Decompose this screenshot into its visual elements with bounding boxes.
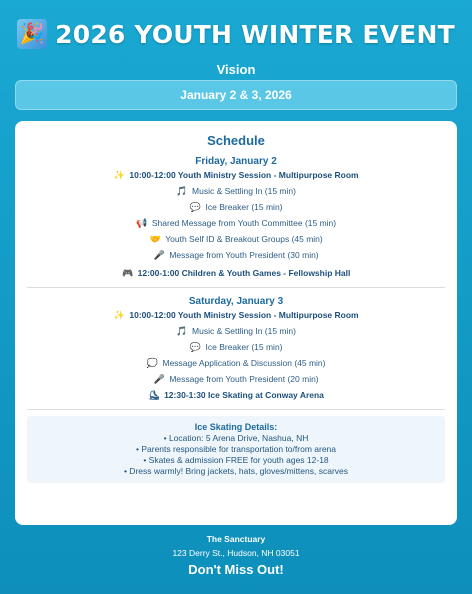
- details-item: • Skates & admission FREE for youth ages 12-18: [143, 455, 329, 465]
- venue-name: The Sanctuary: [206, 534, 266, 544]
- day2-schedule-list: [27, 307, 445, 387]
- details-item: • Dress warmly! Bring jackets, hats, gloves/mittens, scarves: [123, 466, 349, 476]
- speech-bubble-icon: 💬: [189, 341, 202, 352]
- handshake-icon: 🤝: [149, 233, 161, 244]
- schedule-item: [27, 215, 445, 231]
- schedule-item-text: Music & Settling In (15 min): [192, 186, 296, 196]
- thought-bubble-icon: 💭: [146, 357, 159, 368]
- schedule-item-text: 12:00-1:00 Children & Youth Games - Fellowship Hall: [137, 268, 351, 278]
- music-note-icon: 🎵: [176, 325, 188, 336]
- schedule-item-text: Ice Breaker (15 min): [205, 202, 283, 212]
- schedule-item: [27, 231, 445, 247]
- page-subtitle: Vision: [216, 62, 256, 77]
- schedule-item: [27, 199, 445, 215]
- call-to-action: Don't Miss Out!: [188, 562, 284, 577]
- megaphone-icon: 📢: [136, 217, 148, 228]
- details-title: Ice Skating Details:: [194, 422, 278, 432]
- day-title-friday: Friday, January 2: [195, 156, 277, 167]
- microphone-icon: 🎤: [153, 373, 165, 384]
- details-item: • Parents responsible for transportation to/from arena: [136, 444, 336, 454]
- schedule-item: [27, 323, 445, 339]
- schedule-item: [27, 167, 445, 183]
- music-note-icon: 🎵: [176, 185, 188, 196]
- party-popper-icon: 🎉: [17, 19, 47, 49]
- schedule-item-text: 12:30-1:30 Ice Skating at Conway Arena: [164, 390, 324, 400]
- schedule-item: [27, 355, 445, 371]
- schedule-item: [27, 247, 445, 263]
- section-divider: [27, 409, 445, 410]
- schedule-item-text: Message from Youth President (30 min): [169, 250, 319, 260]
- ice-skating-details: [27, 416, 445, 483]
- schedule-item-text: 10:00-12:00 Youth Ministry Session - Multipurpose Room: [129, 310, 359, 320]
- schedule-item: [27, 339, 445, 355]
- schedule-title: Schedule: [207, 133, 265, 148]
- day1-schedule-list: [27, 167, 445, 263]
- schedule-item-text: Shared Message from Youth Committee (15 min): [151, 218, 337, 228]
- schedule-item: [27, 183, 445, 199]
- schedule-item-ice-skating: [27, 387, 445, 403]
- title-row: [0, 14, 472, 54]
- sparkles-icon: ✨: [113, 169, 125, 180]
- schedule-item-text: Music & Settling In (15 min): [192, 326, 296, 336]
- day-divider: [27, 287, 445, 288]
- details-item: • Location: 5 Arena Drive, Nashua, NH: [163, 433, 309, 443]
- ice-skate-icon: ⛸: [148, 389, 160, 400]
- microphone-icon: 🎤: [153, 249, 165, 260]
- day-title-saturday: Saturday, January 3: [188, 296, 284, 307]
- game-controller-icon: 🎮: [122, 267, 134, 278]
- schedule-card: [15, 121, 457, 525]
- schedule-item-text: Message Application & Discussion (45 min): [162, 358, 326, 368]
- date-banner: January 2 & 3, 2026: [15, 80, 457, 110]
- schedule-item: [27, 371, 445, 387]
- page-title: 2026 YOUTH WINTER EVENT: [55, 19, 455, 49]
- schedule-item-games: [27, 265, 445, 281]
- schedule-item-text: Youth Self ID & Breakout Groups (45 min): [165, 234, 323, 244]
- schedule-item-text: 10:00-12:00 Youth Ministry Session - Multipurpose Room: [129, 170, 359, 180]
- schedule-item-text: Ice Breaker (15 min): [205, 342, 283, 352]
- speech-bubble-icon: 💬: [189, 201, 202, 212]
- page-footer: [0, 534, 472, 577]
- venue-address: 123 Derry St., Hudson, NH 03051: [172, 548, 300, 558]
- schedule-item-text: Message from Youth President (20 min): [169, 374, 319, 384]
- schedule-item: [27, 307, 445, 323]
- sparkles-icon: ✨: [113, 309, 125, 320]
- page-header: [0, 0, 472, 77]
